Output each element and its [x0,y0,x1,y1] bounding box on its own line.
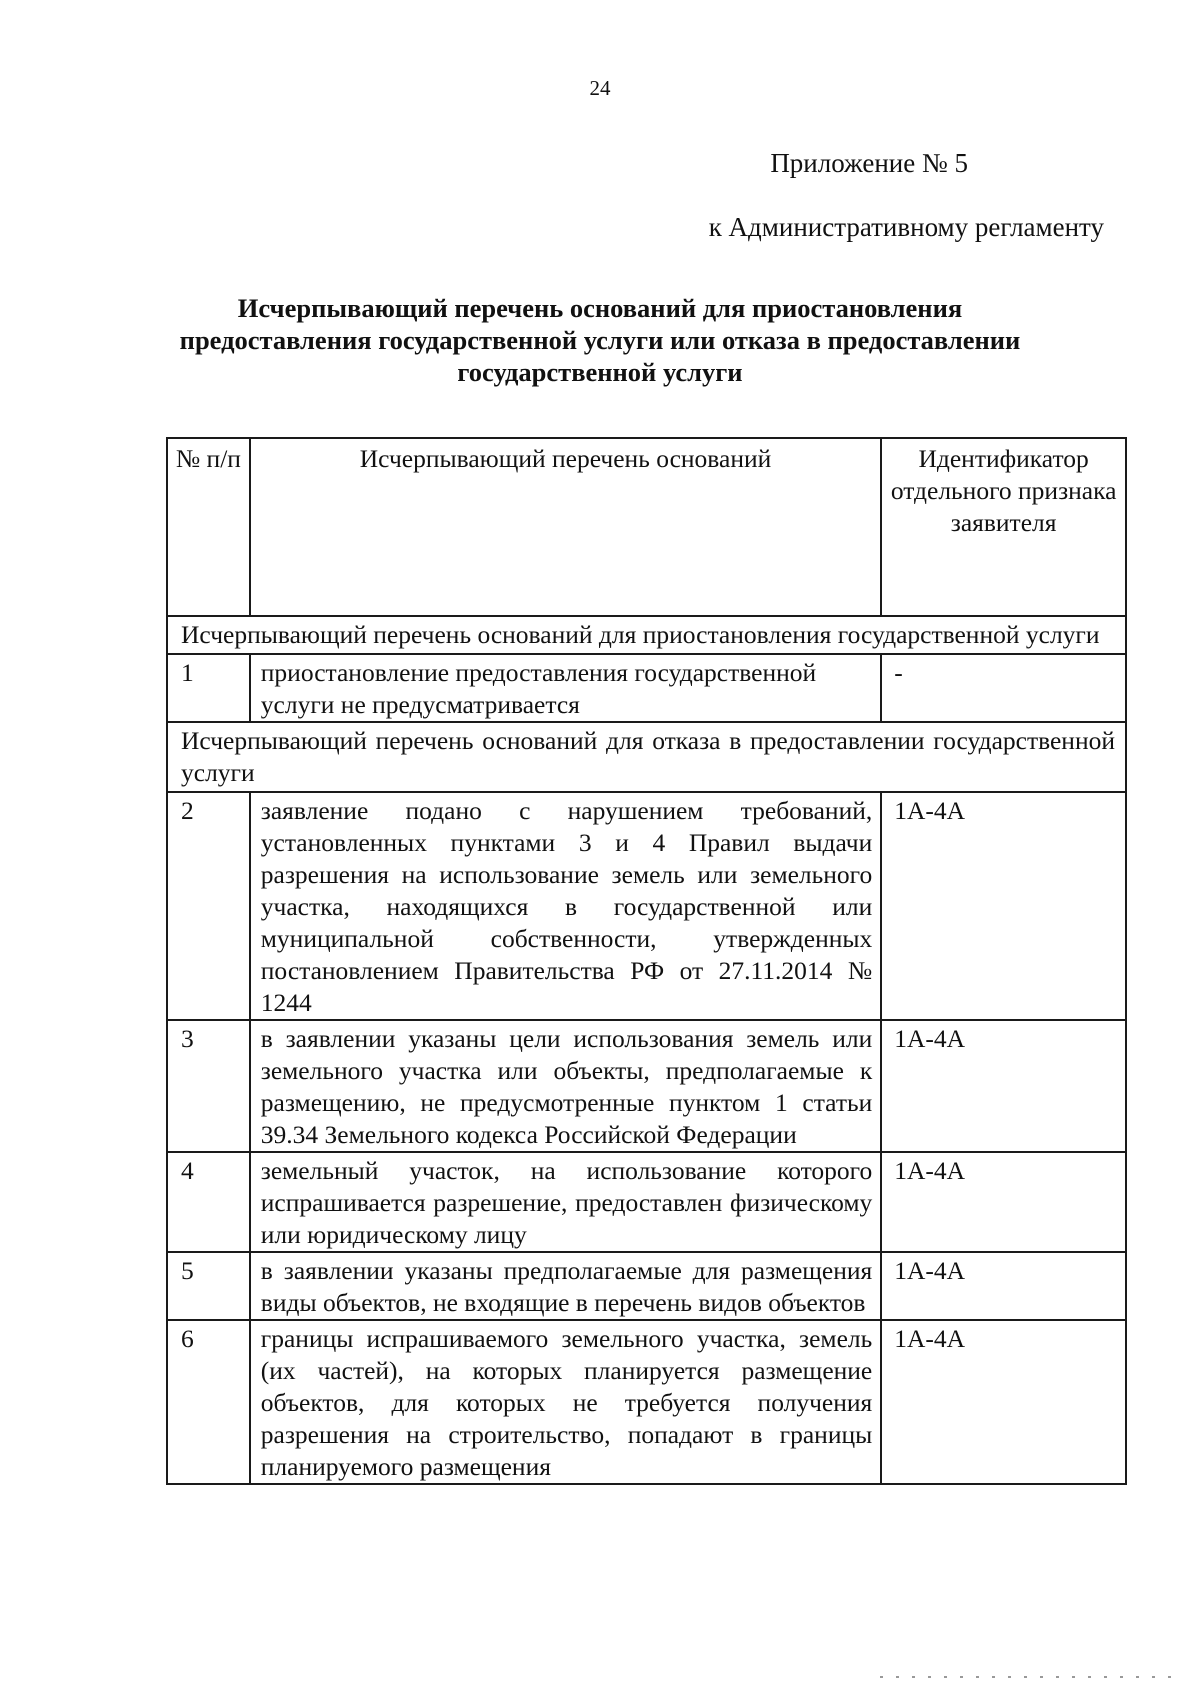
appendix-label: Приложение № 5 [770,148,968,178]
header-identifier: Идентификатор отдельного признака заявителя [881,438,1126,616]
table-row [167,1020,1126,1152]
row-number: 4 [167,1152,250,1252]
row-text: земельный участок, на использование которого испрашивается разрешение, предоставлен физическому или юридическому лицу [250,1152,881,1252]
document-title [0,292,1200,388]
row-number: 2 [167,792,250,1020]
table-row [167,654,1126,722]
row-number: 6 [167,1320,250,1484]
row-text: в заявлении указаны цели использования земель или земельного участка или объекты, предполагаемые к размещению, не предусмотренные пунктом 1 статьи 39.34 Земельного кодекса Российской Федерации [250,1020,881,1152]
scan-artifact [880,1676,1180,1678]
row-number: 3 [167,1020,250,1152]
table-row [167,792,1126,1020]
row-text: приостановление предоставления государственной услуги не предусматривается [250,654,881,722]
section-row [167,616,1126,654]
title-line: предоставления государственной услуги или отказа в предоставлении [179,325,1021,355]
section-suspension: Исчерпывающий перечень оснований для приостановления государственной услуги [167,616,1126,654]
grounds-table [166,437,1127,1485]
row-text: в заявлении указаны предполагаемые для размещения виды объектов, не входящие в перечень видов объектов [250,1252,881,1320]
row-number: 5 [167,1252,250,1320]
row-identifier: 1А-4А [881,1020,1126,1152]
row-identifier: 1А-4А [881,1252,1126,1320]
row-number: 1 [167,654,250,722]
row-identifier: - [881,654,1126,722]
title-line: Исчерпывающий перечень оснований для приостановления [237,293,963,323]
table-header-row [167,438,1126,616]
row-identifier: 1А-4А [881,1152,1126,1252]
header-number: № п/п [167,438,250,616]
table-row [167,1152,1126,1252]
row-text: заявление подано с нарушением требований, установленных пунктами 3 и 4 Правил выдачи разрешения на использование земель или земельного участка, находящихся в государственной или муниципальной собственности, утвержденных постановлением Правительства РФ от 27.11.2014 № 1244 [250,792,881,1020]
row-identifier: 1А-4А [881,792,1126,1020]
section-refusal: Исчерпывающий перечень оснований для отказа в предоставлении государственной услуги [167,722,1126,792]
section-row [167,722,1126,792]
row-text: границы испрашиваемого земельного участка, земель (их частей), на которых планируется размещение объектов, для которых не требуется получения разрешения на строительство, попадают в границы планируемого размещения [250,1320,881,1484]
title-line: государственной услуги [457,357,743,387]
table-row [167,1252,1126,1320]
table-row [167,1320,1126,1484]
header-grounds: Исчерпывающий перечень оснований [250,438,881,616]
appendix-reference: к Административному регламенту [708,212,1104,242]
row-identifier: 1А-4А [881,1320,1126,1484]
page-number: 24 [589,76,611,100]
